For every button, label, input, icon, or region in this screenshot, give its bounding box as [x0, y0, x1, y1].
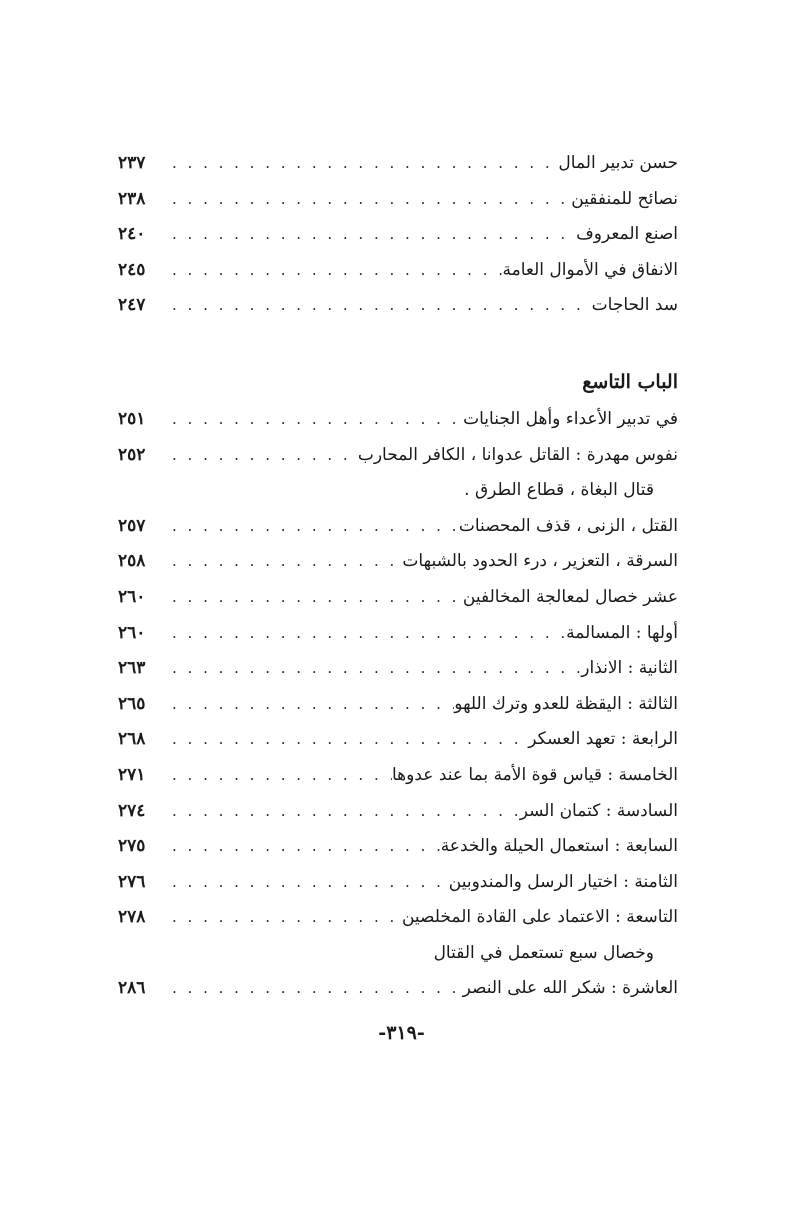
toc-entry-title: في تدبير الأعداء وأهل الجنايات — [463, 408, 678, 429]
toc-entry — [118, 687, 678, 723]
toc-entry-page: ٢٦٠ — [118, 622, 146, 643]
toc-entry-title: الثامنة : اختيار الرسل والمندوبين — [448, 871, 678, 892]
toc-entry-page: ٢٥١ — [118, 408, 146, 429]
dot-leader — [166, 438, 358, 474]
dot-leader — [166, 900, 402, 936]
toc-entry — [118, 900, 678, 936]
toc-entry — [118, 509, 678, 545]
toc-entry — [118, 829, 678, 865]
dot-leader — [166, 829, 441, 865]
toc-entry-title: الرابعة : تعهد العسكر — [528, 729, 678, 750]
toc-entry-continuation: قتال البغاة ، قطاع الطرق . — [464, 480, 654, 501]
toc-entry — [118, 794, 678, 830]
toc-entry-page: ٢٣٧ — [118, 153, 146, 173]
dot-leader — [166, 402, 463, 438]
dot-leader — [166, 971, 463, 1007]
section-gap — [118, 324, 678, 362]
dot-leader — [166, 758, 392, 794]
toc-entry-page: ٢٧٤ — [118, 800, 146, 821]
toc-entry-title: التاسعة : الاعتماد على القادة المخلصين — [401, 907, 678, 928]
toc-entry — [118, 722, 678, 758]
toc-entry-page: ٢٦٨ — [118, 729, 146, 750]
toc-entry — [118, 616, 678, 652]
dot-leader — [166, 651, 581, 687]
toc-entry-page: ٢٥٢ — [118, 444, 146, 465]
dot-leader — [166, 146, 558, 182]
toc-entry-title: السابعة : استعمال الحيلة والخدعة — [440, 836, 678, 857]
dot-leader — [166, 687, 454, 723]
toc-entry-title: سد الحاجات — [591, 295, 678, 316]
dot-leader — [166, 182, 571, 218]
toc-entry-title: العاشرة : شكر الله على النصر — [462, 978, 678, 999]
page-number: -٣١٩- — [378, 1022, 425, 1044]
toc-entry-page: ٢٧٦ — [118, 871, 146, 892]
toc-entry-title: السادسة : كتمان السر — [519, 800, 678, 821]
dot-leader — [166, 544, 402, 580]
toc-entry-title: عشر خصال لمعالجة المخالفين — [462, 586, 678, 607]
toc-entry — [118, 758, 678, 794]
dot-leader — [166, 253, 502, 289]
dot-leader — [166, 616, 566, 652]
toc-entry-page: ٢٤٧ — [118, 295, 146, 316]
toc-entry-page: ٢٦٠ — [118, 586, 146, 607]
toc-entry-title: الانفاق في الأموال العامة — [502, 259, 678, 280]
toc-entry — [118, 288, 678, 324]
dot-leader — [166, 580, 463, 616]
toc-entry-page: ٢٧٨ — [118, 907, 146, 928]
toc-entry — [118, 651, 678, 687]
toc-entry-title: الخامسة : قياس قوة الأمة بما عند عدوها — [392, 764, 678, 785]
toc-entry-title: السرقة ، التعزير ، درء الحدود بالشبهات — [402, 551, 678, 572]
toc-entry-title: نفوس مهدرة : القاتل عدوانا ، الكافر المحارب — [357, 444, 678, 465]
toc-entry-title: القتل ، الزنى ، قذف المحصنات — [458, 515, 678, 536]
dot-leader — [166, 722, 528, 758]
toc-subheading: وخصال سبع تستعمل في القتال — [433, 942, 654, 963]
toc-entry — [118, 544, 678, 580]
toc-entry-title: الثانية : الانذار — [581, 658, 678, 679]
toc-entry-title: حسن تدبير المال — [558, 153, 678, 173]
toc-entry — [118, 217, 678, 253]
toc-entry-title: اصنع المعروف — [576, 224, 678, 245]
toc-entry-title: الثالثة : اليقظة للعدو وترك اللهو — [454, 693, 678, 714]
dot-leader — [166, 288, 592, 324]
toc-entry-page: ٢٤٥ — [118, 259, 146, 280]
toc-entry — [118, 253, 678, 289]
toc-entry — [118, 865, 678, 901]
dot-leader — [166, 865, 449, 901]
toc-entry — [118, 402, 678, 438]
chapter-heading: الباب التاسع — [582, 370, 678, 393]
toc-entry-page: ٢٦٥ — [118, 693, 146, 714]
dot-leader — [166, 794, 520, 830]
toc-entry-page: ٢٥٨ — [118, 551, 146, 572]
toc-entry-title: أولها : المسالمة — [566, 622, 678, 643]
toc-entry — [118, 580, 678, 616]
toc-entry-page: ٢٣٨ — [118, 188, 146, 209]
toc-entry — [118, 438, 678, 474]
dot-leader — [166, 509, 459, 545]
toc-entry — [118, 971, 678, 1007]
table-of-contents — [118, 146, 678, 1007]
toc-entry-page: ٢٨٦ — [118, 978, 146, 999]
toc-entry-title: نصائح للمنفقين — [571, 188, 678, 209]
toc-entry-page: ٢٧٥ — [118, 836, 146, 857]
toc-entry-page: ٢٤٠ — [118, 224, 146, 245]
toc-entry-page: ٢٧١ — [118, 764, 146, 785]
toc-entry-page: ٢٦٣ — [118, 658, 146, 679]
dot-leader — [166, 217, 576, 253]
toc-entry — [118, 182, 678, 218]
toc-entry-page: ٢٥٧ — [118, 515, 146, 536]
toc-entry — [118, 146, 678, 182]
